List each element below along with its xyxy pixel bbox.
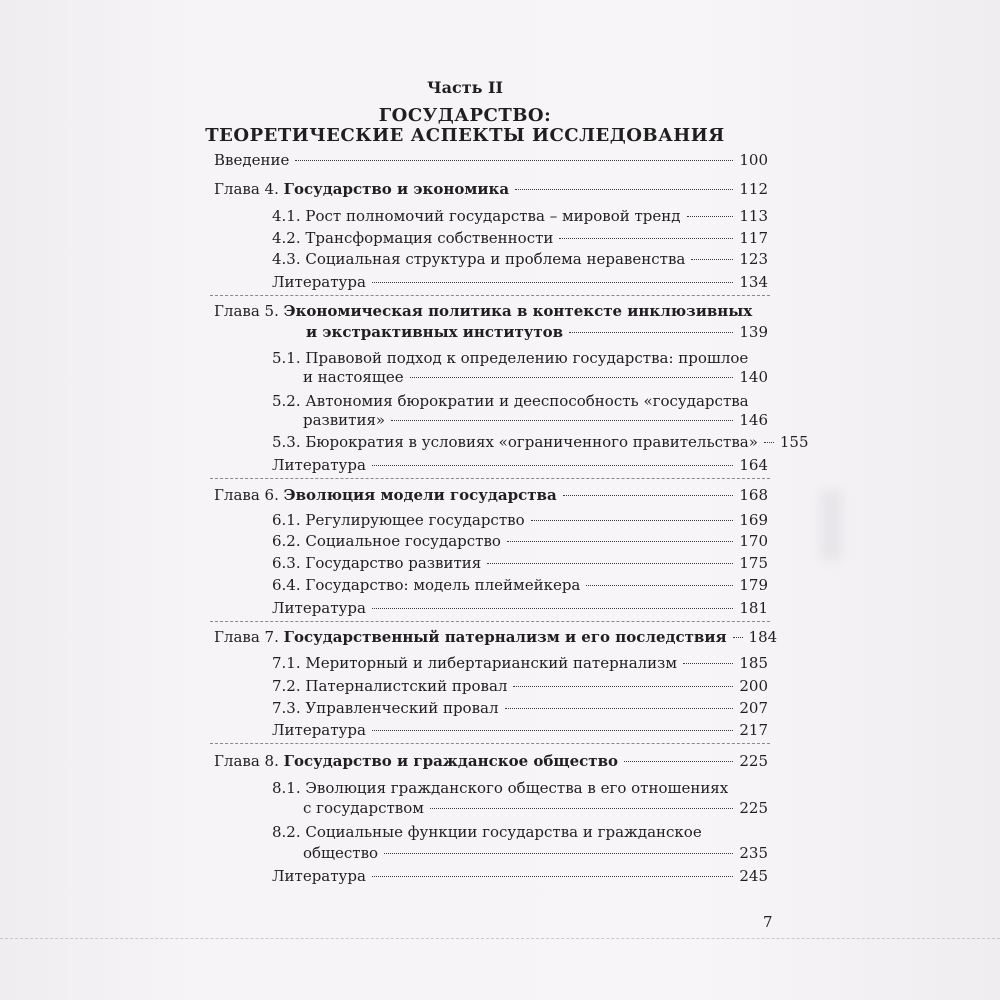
toc-page-number: 134: [739, 273, 768, 291]
toc-page-number: 185: [739, 654, 768, 672]
leader-dots: [569, 332, 733, 333]
toc-entry-introduction[interactable]: [214, 150, 768, 170]
leader-dots: [410, 377, 734, 378]
toc-page-number: 179: [739, 576, 768, 594]
leader-dots: [295, 160, 733, 161]
toc-page-number: 225: [739, 799, 768, 817]
toc-entry-label: Литература: [272, 599, 366, 617]
toc-subsection-5-1[interactable]: [303, 367, 768, 387]
leader-dots: [733, 637, 743, 638]
chapter-title: Государственный патернализм и его последствия: [283, 628, 727, 646]
toc-literature-4[interactable]: [272, 272, 768, 292]
chapter-title: Экономическая политика в контексте инклюзивных: [283, 302, 753, 320]
toc-subsection-6-4[interactable]: [272, 575, 768, 595]
leader-dots: [372, 876, 733, 877]
chapter-title: Государство и гражданское общество: [283, 752, 618, 770]
toc-page-number: 168: [739, 486, 768, 504]
toc-subsection-7-1[interactable]: [272, 653, 768, 673]
leader-dots: [563, 495, 734, 496]
chapter-prefix: Глава 7.: [214, 628, 279, 646]
leader-dots: [515, 189, 733, 190]
toc-entry-label: 6.2. Социальное государство: [272, 532, 501, 550]
chapter-divider: [210, 478, 770, 479]
toc-page-number: 235: [739, 844, 768, 862]
toc-entry-label: с государством: [303, 799, 424, 817]
toc-chapter-5-line1: [214, 301, 752, 321]
leader-dots: [764, 442, 774, 443]
toc-page-number: 117: [739, 229, 768, 247]
toc-page-number: 170: [739, 532, 768, 550]
chapter-divider: [210, 743, 770, 744]
chapter-prefix: Глава 4.: [214, 180, 279, 198]
toc-subsection-7-3[interactable]: [272, 698, 768, 718]
toc-subsection-4-3[interactable]: [272, 249, 768, 269]
toc-subsection-8-1-line1: 8.1. Эволюция гражданского общества в его отношениях: [272, 779, 729, 797]
toc-subsection-5-2-line1: 5.2. Автономия бюрократии и дееспособность «государства: [272, 392, 749, 410]
toc-entry-label: общество: [303, 844, 379, 862]
section-title-line1: ГОСУДАРСТВО:: [378, 105, 552, 126]
toc-page-number: 113: [739, 207, 768, 225]
toc-entry-label: 4.1. Рост полномочий государства – мировой тренд: [272, 207, 681, 225]
toc-chapter-6[interactable]: [214, 485, 768, 505]
toc-literature-8[interactable]: [272, 866, 768, 886]
leader-dots: [372, 730, 733, 731]
toc-entry-label: Литература: [272, 867, 366, 885]
toc-entry-label: [214, 751, 618, 771]
leader-dots: [372, 608, 733, 609]
toc-entry-label: 5.3. Бюрократия в условиях «ограниченного правительства»: [272, 433, 758, 451]
toc-entry-label: 6.4. Государство: модель плеймейкера: [272, 576, 581, 594]
chapter-prefix: Глава 8.: [214, 752, 279, 770]
toc-page-number: 207: [739, 699, 768, 717]
toc-entry-label: развития»: [303, 411, 386, 429]
leader-dots: [624, 761, 733, 762]
toc-entry-label: 7.1. Мериторный и либертарианский патернализм: [272, 654, 678, 672]
toc-page-number: 123: [739, 250, 768, 268]
leader-dots: [507, 541, 733, 542]
toc-page-number: 181: [739, 599, 768, 617]
leader-dots: [691, 259, 733, 260]
chapter-title: Государство и экономика: [283, 180, 510, 198]
chapter-title-continued: и экстрактивных институтов: [306, 323, 564, 341]
toc-literature-7[interactable]: [272, 720, 768, 740]
toc-subsection-6-1[interactable]: [272, 510, 768, 530]
toc-entry-label: 7.2. Патерналистский провал: [272, 677, 508, 695]
chapter-title: Эволюция модели государства: [283, 486, 557, 504]
section-title-line2: ТЕОРЕТИЧЕСКИЕ АСПЕКТЫ ИССЛЕДОВАНИЯ: [205, 125, 725, 146]
toc-chapter-7[interactable]: [214, 627, 778, 647]
toc-literature-5[interactable]: [272, 455, 768, 475]
toc-page-number: 164: [739, 456, 768, 474]
toc-chapter-4[interactable]: [214, 179, 768, 199]
toc-page-number: 184: [748, 628, 778, 646]
toc-page-number: 155: [779, 433, 809, 451]
toc-entry-label: Введение: [214, 151, 290, 169]
chapter-divider: [210, 621, 770, 622]
toc-page-number: 217: [739, 721, 768, 739]
toc-subsection-8-2[interactable]: [303, 843, 768, 863]
toc-page-number: 225: [739, 752, 768, 770]
toc-page-number: 112: [739, 180, 768, 198]
leader-dots: [683, 663, 733, 664]
leader-dots: [513, 686, 733, 687]
leader-dots: [430, 808, 733, 809]
leader-dots: [505, 708, 734, 709]
toc-subsection-7-2[interactable]: [272, 676, 768, 696]
toc-chapter-8[interactable]: [214, 751, 768, 771]
leader-dots: [687, 216, 734, 217]
leader-dots: [487, 563, 733, 564]
toc-page-number: 140: [739, 368, 768, 386]
toc-entry-label: [214, 627, 727, 647]
toc-entry-label: Литература: [272, 721, 366, 739]
leader-dots: [372, 465, 733, 466]
toc-entry-label: 4.3. Социальная структура и проблема неравенства: [272, 250, 686, 268]
leader-dots: [559, 238, 733, 239]
toc-subsection-6-2[interactable]: [272, 531, 768, 551]
toc-page-number: 139: [739, 323, 768, 341]
toc-page-number: 200: [739, 677, 768, 695]
leader-dots: [586, 585, 733, 586]
toc-entry-label: 6.1. Регулирующее государство: [272, 511, 525, 529]
toc-subsection-8-1[interactable]: [303, 798, 768, 818]
toc-entry-label: Литература: [272, 273, 366, 291]
leader-dots: [531, 520, 734, 521]
toc-page-number: 169: [739, 511, 768, 529]
leader-dots: [372, 282, 733, 283]
toc-page-number: 245: [739, 867, 768, 885]
toc-subsection-6-3[interactable]: [272, 553, 768, 573]
toc-entry-label: Литература: [272, 456, 366, 474]
chapter-divider: [210, 295, 770, 296]
toc-subsection-4-2[interactable]: [272, 228, 768, 248]
toc-entry-label: [214, 485, 557, 505]
page-edge-line: [0, 938, 1000, 940]
toc-entry-label: [214, 179, 509, 199]
page-number: 7: [763, 913, 773, 931]
toc-page-number: 146: [739, 411, 768, 429]
toc-entry-label: и настоящее: [303, 368, 404, 386]
toc-subsection-5-1-line1: 5.1. Правовой подход к определению государства: прошлое: [272, 349, 749, 367]
part-heading: Часть II: [426, 78, 504, 97]
toc-subsection-5-2[interactable]: [303, 410, 768, 430]
toc-literature-6[interactable]: [272, 598, 768, 618]
toc-page-number: 175: [739, 554, 768, 572]
leader-dots: [391, 420, 733, 421]
bleed-through-shadow: [820, 490, 842, 560]
chapter-prefix: Глава 5.: [214, 302, 279, 320]
leader-dots: [384, 853, 733, 854]
toc-subsection-4-1[interactable]: [272, 206, 768, 226]
toc-chapter-5[interactable]: [306, 322, 768, 342]
chapter-prefix: Глава 6.: [214, 486, 279, 504]
toc-entry-label: 6.3. Государство развития: [272, 554, 482, 572]
toc-page-number: 100: [739, 151, 768, 169]
toc-entry-label: 4.2. Трансформация собственности: [272, 229, 554, 247]
toc-subsection-5-3[interactable]: [272, 432, 809, 452]
toc-entry-label: 7.3. Управленческий провал: [272, 699, 499, 717]
toc-subsection-8-2-line1: 8.2. Социальные функции государства и гражданское: [272, 823, 702, 841]
